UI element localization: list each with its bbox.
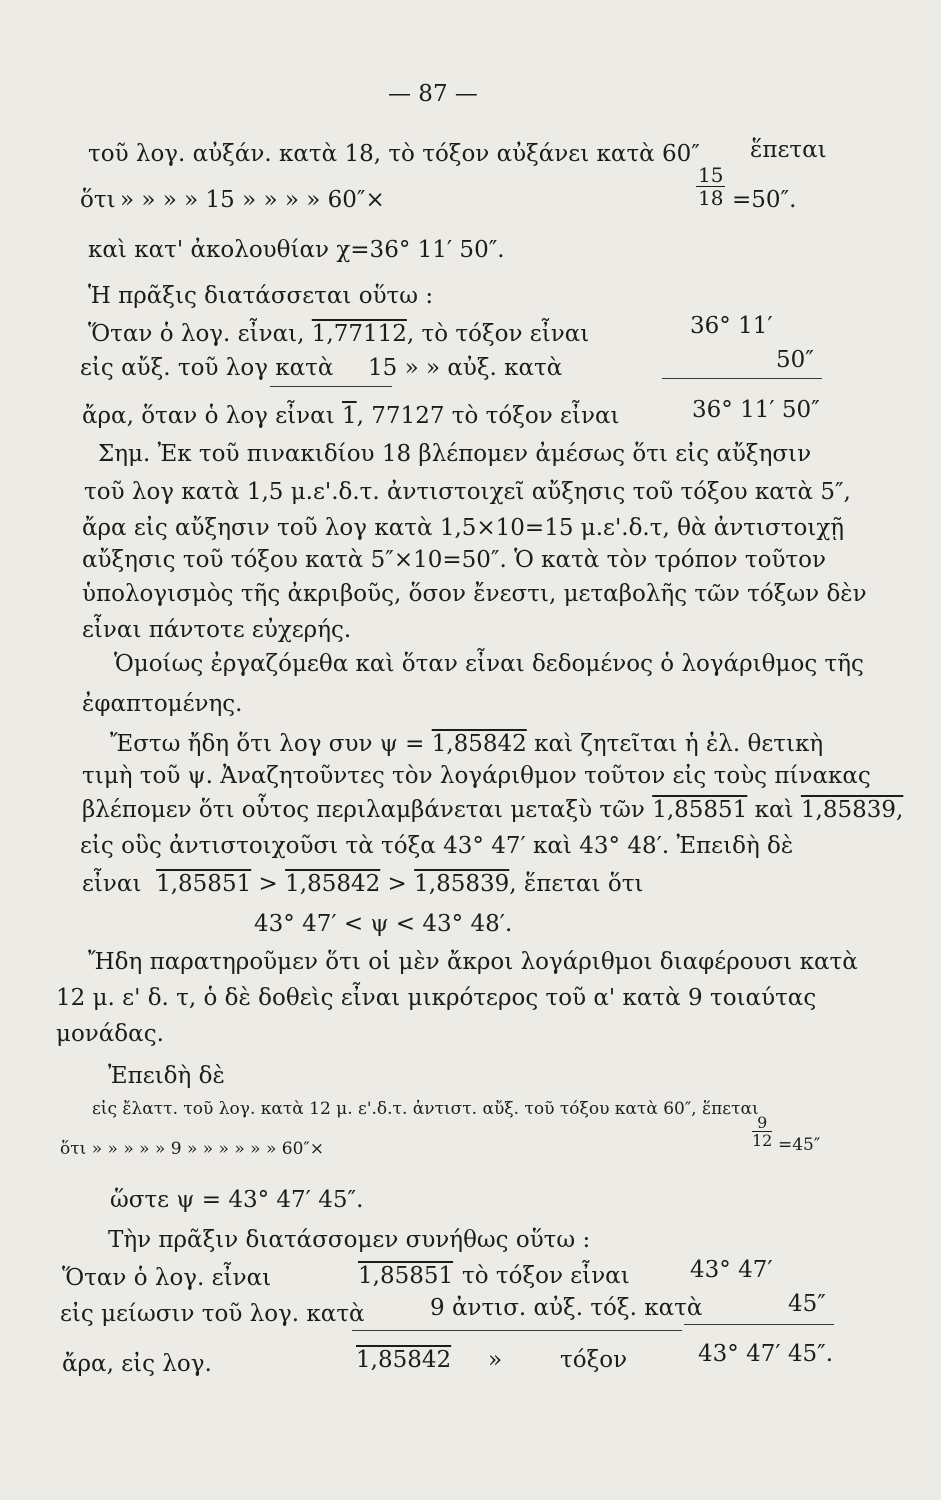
negative-characteristic-log: 1,85851 xyxy=(652,797,748,823)
text-line: Ὁμοίως ἐργαζόμεθα καὶ ὅταν εἶναι δεδομένος ὁ λογάριθμος τῆς xyxy=(114,651,864,677)
text-line: τοῦ λογ κατὰ 1,5 μ.ε'.δ.τ. ἀντιστοιχεῖ αὔξησις τοῦ τόξου κατὰ 5″, xyxy=(84,479,851,505)
sum-rule xyxy=(352,1330,682,1331)
text: > xyxy=(251,871,286,897)
sum-rule xyxy=(684,1324,834,1325)
text-line-right: 43° 47′ 45″. xyxy=(698,1341,834,1367)
text-line: 15 » » αὐξ. κατὰ xyxy=(368,355,563,381)
text-line-right: ἕπεται xyxy=(750,137,827,163)
text-line: Ἐπειδὴ δὲ xyxy=(108,1063,225,1089)
text-line: ὥστε ψ = 43° 47′ 45″. xyxy=(110,1187,364,1213)
text-line: ὑπολογισμὸς τῆς ἀκριβοῦς, ὅσον ἔνεστι, μεταβολῆς τῶν τόξων δὲν xyxy=(82,581,867,607)
negative-characteristic-log: 1,85839, xyxy=(800,797,904,823)
text-line-right: 36° 11′ 50″ xyxy=(692,397,820,423)
text-line-right: 43° 47′ xyxy=(690,1257,773,1283)
negative-characteristic-log: 1,85839 xyxy=(414,871,510,897)
text-line: μονάδας. xyxy=(56,1021,164,1047)
text-line: Σημ. Ἐκ τοῦ πινακιδίου 18 βλέπομεν ἀμέσως ὅτι εἰς αὔξησιν xyxy=(98,441,812,467)
negative-characteristic-log: 1,77112 xyxy=(311,321,407,347)
text-line: Ἡ πρᾶξις διατάσσεται οὕτω : xyxy=(88,283,434,309)
negative-characteristic-log: 1,85851 xyxy=(156,871,252,897)
text-line: ἄρα, εἰς λογ. xyxy=(62,1351,212,1377)
fraction-numerator: 9 xyxy=(752,1114,772,1132)
text-line: Ἤδη παρατηροῦμεν ὅτι οἱ μὲν ἄκροι λογάριθμοι διαφέρουσι κατὰ xyxy=(88,949,858,975)
text-line: εἶναι πάντοτε εὐχερής. xyxy=(82,617,352,643)
text-line: ἐφαπτομένης. xyxy=(82,691,243,717)
text-line: » » » » 15 » » » » 60″× xyxy=(120,187,385,213)
sum-rule xyxy=(662,378,822,379)
text-line-right: 50″ xyxy=(776,347,814,373)
text-line: αὔξησις τοῦ τόξου κατὰ 5″×10=50″. Ὁ κατὰ τὸν τρόπον τοῦτον xyxy=(82,547,826,573)
text-line: τοῦ λογ. αὐξάν. κατὰ 18, τὸ τόξον αὐξάνει κατὰ 60″ xyxy=(88,141,700,167)
negative-characteristic-log: 1,85842 xyxy=(356,1347,452,1373)
text-line xyxy=(82,402,620,430)
text-line: Ὅταν ὁ λογ. εἶναι xyxy=(62,1265,272,1291)
text: , τὸ τόξον εἶναι xyxy=(406,321,590,347)
negative-characteristic-log: 1,85842 xyxy=(431,731,527,757)
text-line: εἰς μείωσιν τοῦ λογ. κατὰ xyxy=(60,1301,365,1327)
text-line-small: =45″ xyxy=(778,1135,821,1155)
negative-characteristic-log: 1 xyxy=(342,403,357,429)
text: ἄρα, ὅταν ὁ λογ εἶναι xyxy=(82,403,335,429)
text-line xyxy=(110,730,823,758)
text-line: καὶ κατ' ἀκολουθίαν χ=36° 11′ 50″. xyxy=(88,237,505,263)
text-line-small: εἰς ἔλαττ. τοῦ λογ. κατὰ 12 μ. ε'.δ.τ. ἀντιστ. αὔξ. τοῦ τόξου κατὰ 60″, ἕπεται xyxy=(92,1099,759,1119)
text-line: τιμὴ τοῦ ψ. Ἀναζητοῦντες τὸν λογάριθμον τοῦτον εἰς τοὺς πίνακας xyxy=(82,763,871,789)
text-line xyxy=(82,796,903,824)
text-line: εἰς αὔξ. τοῦ λογ κατὰ xyxy=(80,355,334,381)
text-line xyxy=(88,320,589,348)
text: Ἔστω ἤδη ὅτι λογ συν ψ = xyxy=(110,731,425,757)
text-line: 12 μ. ε' δ. τ, ὁ δὲ δοθεὶς εἶναι μικρότερος τοῦ α' κατὰ 9 τοιαύτας xyxy=(56,985,817,1011)
fraction xyxy=(752,1114,772,1149)
text: , ἕπεται ὅτι xyxy=(509,871,644,897)
text: καὶ ζητεῖται ἡ ἐλ. θετικὴ xyxy=(526,731,824,757)
text-line: 9 ἀντισ. αὐξ. τόξ. κατὰ xyxy=(430,1295,703,1321)
fraction-numerator: 15 xyxy=(698,163,724,187)
text-line: τὸ τόξον εἶναι xyxy=(462,1263,630,1289)
page-number: — 87 — xyxy=(388,81,478,107)
inequality-line: 43° 47′ < ψ < 43° 48′. xyxy=(254,911,513,937)
text-line: τόξον xyxy=(560,1347,628,1373)
fraction xyxy=(696,164,725,209)
negative-characteristic-log: 1,85842 xyxy=(285,871,381,897)
negative-characteristic-log: 1,85851 xyxy=(358,1263,454,1289)
text: καὶ xyxy=(747,797,801,823)
text: βλέπομεν ὅτι οὗτος περιλαμβάνεται μεταξὺ τῶν xyxy=(82,797,653,823)
text-line-right: 36° 11′ xyxy=(690,313,773,339)
text-line: εἰς οὓς ἀντιστοιχοῦσι τὰ τόξα 43° 47′ καὶ 43° 48′. Ἐπειδὴ δὲ xyxy=(80,833,794,859)
text-line: » xyxy=(488,1347,503,1373)
text-line: Τὴν πρᾶξιν διατάσσομεν συνήθως οὕτω : xyxy=(108,1227,591,1253)
text: , 77127 τὸ τόξον εἶναι xyxy=(356,403,620,429)
text-line xyxy=(82,870,643,898)
text-line-small: ὅτι » » » » » 9 » » » » » » 60″× xyxy=(60,1139,325,1159)
text: > xyxy=(380,871,415,897)
text-line: =50″. xyxy=(732,187,797,213)
text-line: ὅτι xyxy=(80,187,116,213)
sum-rule xyxy=(270,386,392,387)
text: εἶναι xyxy=(82,871,142,897)
text: Ὅταν ὁ λογ. εἶναι, xyxy=(88,321,305,347)
fraction-denominator: 12 xyxy=(752,1131,773,1150)
text-line-right: 45″ xyxy=(788,1291,826,1317)
fraction-denominator: 18 xyxy=(698,186,724,210)
text-line: ἄρα εἰς αὔξησιν τοῦ λογ κατὰ 1,5×10=15 μ.ε'.δ.τ, θὰ ἀντιστοιχῇ xyxy=(82,515,845,541)
